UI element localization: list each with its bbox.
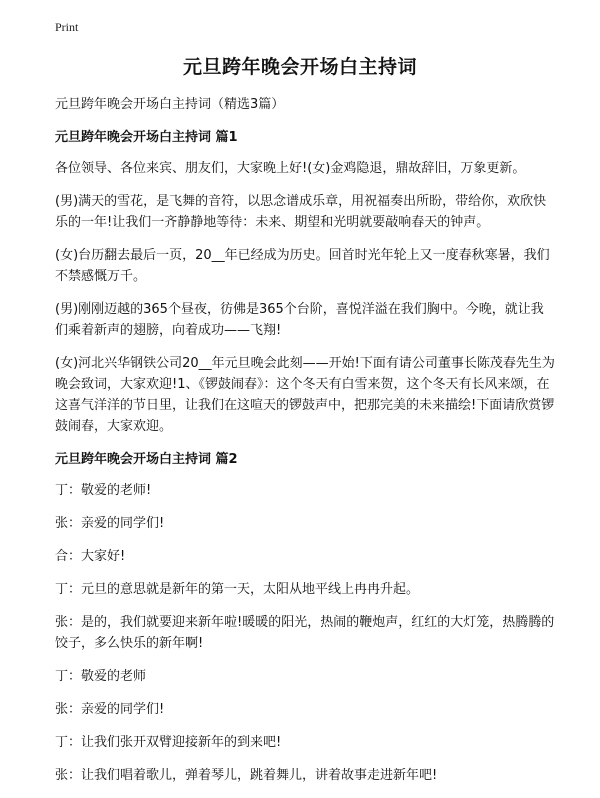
dialogue-line: 合：大家好! <box>55 549 126 564</box>
section-1 <box>55 127 555 437</box>
section-2 <box>55 449 555 786</box>
dialogue-line: 丁：敬爱的老师! <box>55 483 152 498</box>
dialogue-line: 张：让我们唱着歌儿，弹着琴儿，跳着舞儿，讲着故事走进新年吧! <box>55 768 438 783</box>
document-title: 元旦跨年晚会开场白主持词 <box>182 56 417 78</box>
dialogue-line: 丁：让我们张开双臂迎接新年的到来吧! <box>55 735 282 750</box>
section-heading: 元旦跨年晚会开场白主持词 篇2 <box>55 452 238 467</box>
document-body <box>55 94 555 798</box>
paragraph: (女)河北兴华钢铁公司20__年元旦晚会此刻——开始!下面有请公司董事长陈茂春先生为晚会致词，大家欢迎!1、《锣鼓闹春》：这个冬天有白雪来贺，这个冬天有长风来颂，在这喜气洋洋的节日里，让我们在这喧天的锣鼓声中，把那完美的未来描绘!下面请欣赏锣鼓闹春，大家欢迎。 <box>55 356 555 434</box>
dialogue-line: 丁：敬爱的老师 <box>55 669 147 684</box>
paragraph: 各位领导、各位来宾、朋友们，大家晚上好!(女)金鸡隐退，鼎故辞旧，万象更新。 <box>55 161 526 176</box>
dialogue-line: 张：是的，我们就要迎来新年啦!暖暖的阳光，热闹的鞭炮声，红红的大灯笼，热腾腾的饺子，多么快乐的新年啊! <box>55 615 555 651</box>
print-label: Print <box>55 20 79 34</box>
dialogue-line: 张：亲爱的同学们! <box>55 516 165 531</box>
paragraph: (男)满天的雪花，是飞舞的音符，以思念谱成乐章，用祝福奏出所盼，带给你，欢欣快乐的一年!让我们一齐静静地等待：未来、期望和光明就要敲响春天的钟声。 <box>55 194 547 230</box>
paragraph: (女)台历翻去最后一页，20__年已经成为历史。回首时光年轮上又一度春秋寒暑，我们不禁感慨万千。 <box>55 248 550 284</box>
section-heading: 元旦跨年晚会开场白主持词 篇1 <box>55 130 238 145</box>
document-subtitle: 元旦跨年晚会开场白主持词（精选3篇） <box>55 97 285 112</box>
dialogue-line: 张：亲爱的同学们! <box>55 702 165 717</box>
paragraph: (男)刚刚迈越的365个昼夜，彷佛是365个台阶，喜悦洋溢在我们胸中。今晚，就让我们乘着新声的翅膀，向着成功——飞翔! <box>55 302 544 338</box>
dialogue-line: 丁：元旦的意思就是新年的第一天，太阳从地平线上冉冉升起。 <box>55 582 420 597</box>
